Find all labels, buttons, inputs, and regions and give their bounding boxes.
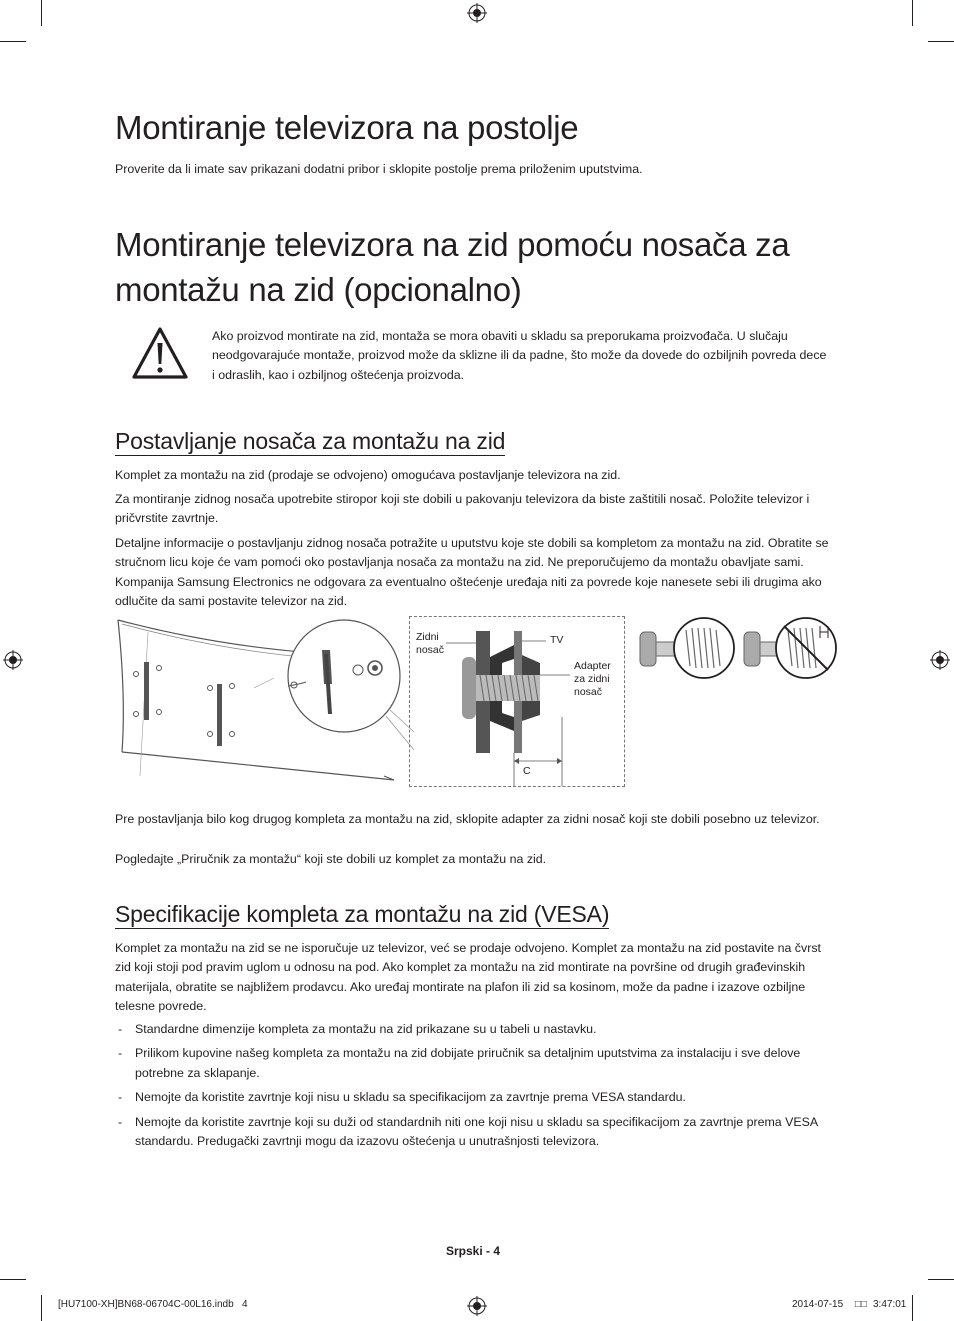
registration-mark-icon	[930, 650, 950, 670]
bracket-paragraph-3: Detaljne informacije o postavljanju zidnog nosača potražite u uputstvu koje ste dobili sa kompletom za montažu na zid. Obratite se stručnom licu koje će vam pomoći oko postavljanja nosača za montažu na zid. Ne preporučujemo da montažu obavljate sami. Kompanija Samsung Electronics ne odgovara za eventualno oštećenje uređaja niti za povrede koje nanesete sebi ili drugima ako odlučite da sami postavite televizor na zid.	[115, 536, 829, 609]
section-title-stand: Montiranje televizora na postolje	[115, 109, 579, 146]
section-title-vesa: Specifikacije kompleta za montažu na zid (VESA)	[115, 901, 610, 927]
registration-mark-icon	[467, 1296, 487, 1316]
warning-icon	[131, 326, 189, 381]
screw-correct-icon	[636, 616, 736, 680]
stand-instruction: Proverite da li imate sav prikazani dodatni pribor i sklopite postolje prema priloženim uputstvima.	[115, 162, 643, 176]
section-title-wall-mount-line1: Montiranje televizora na zid pomoću nosača za	[115, 226, 790, 263]
print-time-prefix: □□	[855, 1299, 868, 1310]
vesa-bullet-list	[115, 1020, 840, 1156]
file-name: [HU7100-XH]BN68-06704C-00L16.indb 4	[58, 1299, 248, 1310]
crop-mark	[928, 1279, 954, 1280]
crop-mark	[928, 41, 954, 42]
page-number: Srpski - 4	[446, 1244, 501, 1258]
list-item: - Prilikom kupovine našeg kompleta za montažu na zid dobijate priručnik sa detaljnim uputstvima za instalaciju i sve delove potrebne za sklapanje.	[115, 1044, 840, 1083]
crop-mark	[912, 0, 913, 26]
label-c: C	[523, 765, 531, 777]
print-time: 3:47:01	[873, 1299, 907, 1310]
vesa-paragraph: Komplet za montažu na zid se ne isporučuje uz televizor, već se prodaje odvojeno. Komplet za montažu na zid postavite na čvrst zid koji stoji pod pravim uglom u odnosu na pod. Ako komplet za montažu na zid montirate na površine od drugih građevinskih materijala, obratite se najbližem prodavcu. Ako uređaj montirate na plafon ili zid sa kosinom, može da padne i izazove ozbiljne telesne povrede.	[115, 941, 821, 1014]
print-date: 2014-07-15	[792, 1299, 844, 1310]
label-wall-bracket: Zidni nosač	[416, 631, 445, 656]
list-item: - Nemojte da koristite zavrtnje koji su duži od standardnih niti one koji nisu u skladu sa specifikacijom za zavrtnje prema VESA standardu. Predugački zavrtnji mogu da izazovu oštećenja u unutrašnjosti televizora.	[115, 1113, 840, 1152]
adapter-note: Pre postavljanja bilo kog drugog kompleta za montažu na zid, sklopite adapter za zidni nosač koji ste dobili posebno uz televizor.	[115, 812, 820, 826]
crop-mark	[41, 1295, 42, 1321]
bracket-paragraph-1: Komplet za montažu na zid (prodaje se odvojeno) omogućava postavljanje televizora na zid.	[115, 468, 621, 482]
warning-text: Ako proizvod montirate na zid, montaža se mora obaviti u skladu sa preporukama proizvođača. U slučaju neodgovarajuće montaže, proizvod može da sklizne ili da padne, što može da dovede do ozbiljnih povreda dece i odraslih, kao i ozbiljnog oštećenja proizvoda.	[212, 329, 827, 382]
bracket-paragraph-2: Za montiranje zidnog nosača upotrebite stiropor koji ste dobili u pakovanju televizora da biste zaštitili nosač. Položite televizor i pričvrstite zavrtnje.	[115, 492, 810, 526]
registration-mark-icon	[467, 3, 487, 23]
crop-mark	[0, 1279, 26, 1280]
section-title-wall-mount-line2: montažu na zid (opcionalno)	[115, 271, 522, 308]
crop-mark	[0, 41, 26, 42]
label-tv: TV	[550, 634, 564, 646]
manual-note: Pogledajte „Priručnik za montažu“ koji ste dobili uz komplet za montažu na zid.	[115, 852, 547, 866]
section-title-installing-bracket: Postavljanje nosača za montažu na zid	[115, 428, 506, 454]
screw-incorrect-icon	[740, 616, 840, 680]
list-item: - Standardne dimenzije kompleta za montažu na zid prikazane su u tabeli u nastavku.	[115, 1020, 840, 1039]
label-adapter: Adapter za zidni nosač	[574, 660, 611, 698]
registration-mark-icon	[3, 650, 23, 670]
bracket-detail-illustration	[272, 614, 417, 789]
crop-mark	[41, 0, 42, 26]
crop-mark	[912, 1295, 913, 1321]
list-item: - Nemojte da koristite zavrtnje koji nisu u skladu sa specifikacijom za zavrtnje prema VESA standardu.	[115, 1088, 840, 1107]
